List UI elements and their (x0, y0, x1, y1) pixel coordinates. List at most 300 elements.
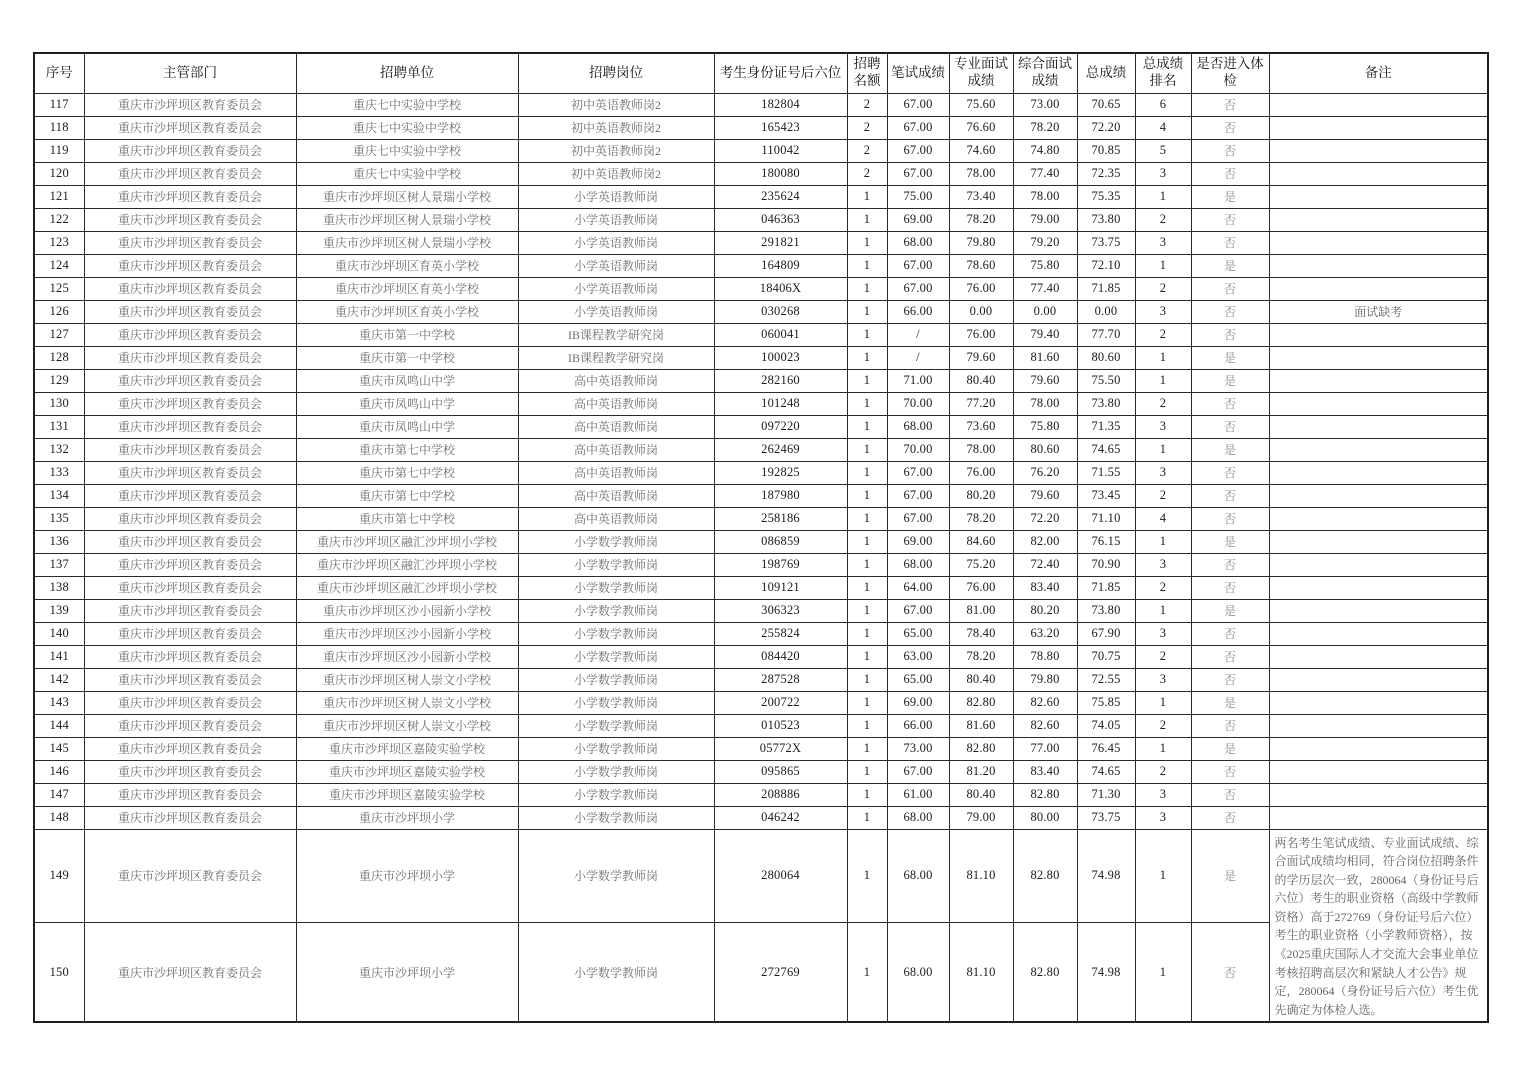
cell-seq: 147 (34, 783, 84, 806)
cell-medical: 否 (1191, 415, 1269, 438)
cell-rank: 1 (1135, 438, 1191, 461)
table-row (34, 139, 1488, 162)
cell-seq: 140 (34, 622, 84, 645)
cell-seq: 134 (34, 484, 84, 507)
cell-comp: 79.60 (1013, 484, 1077, 507)
cell-rank: 3 (1135, 553, 1191, 576)
cell-unit: 重庆市沙坪坝区树人崇文小学校 (296, 714, 518, 737)
cell-total: 74.98 (1077, 829, 1135, 922)
table-row (34, 553, 1488, 576)
cell-quota: 1 (847, 783, 887, 806)
cell-remark (1269, 392, 1488, 415)
cell-comp: 75.80 (1013, 415, 1077, 438)
cell-position: 高中英语教师岗 (518, 369, 714, 392)
cell-id6: 255824 (714, 622, 847, 645)
cell-rank: 1 (1135, 691, 1191, 714)
cell-rank: 4 (1135, 116, 1191, 139)
cell-quota: 1 (847, 922, 887, 1022)
cell-prof: 75.20 (949, 553, 1013, 576)
table-row (34, 599, 1488, 622)
column-header-comp: 综合面试成绩 (1013, 53, 1077, 93)
cell-prof: 74.60 (949, 139, 1013, 162)
cell-seq: 148 (34, 806, 84, 829)
cell-position: 高中英语教师岗 (518, 415, 714, 438)
column-header-position: 招聘岗位 (518, 53, 714, 93)
cell-seq: 124 (34, 254, 84, 277)
cell-comp: 74.80 (1013, 139, 1077, 162)
table-row (34, 346, 1488, 369)
cell-prof: 76.00 (949, 323, 1013, 346)
cell-medical: 否 (1191, 668, 1269, 691)
cell-quota: 1 (847, 760, 887, 783)
cell-unit: 重庆市第一中学校 (296, 346, 518, 369)
cell-remark (1269, 806, 1488, 829)
table-row (34, 277, 1488, 300)
cell-rank: 3 (1135, 622, 1191, 645)
cell-comp: 81.60 (1013, 346, 1077, 369)
cell-prof: 80.40 (949, 668, 1013, 691)
cell-dept: 重庆市沙坪坝区教育委员会 (84, 714, 296, 737)
cell-rank: 3 (1135, 668, 1191, 691)
cell-position: 小学数学教师岗 (518, 691, 714, 714)
cell-medical: 否 (1191, 622, 1269, 645)
cell-remark (1269, 691, 1488, 714)
cell-written: 63.00 (887, 645, 949, 668)
cell-medical: 否 (1191, 93, 1269, 116)
cell-written: 61.00 (887, 783, 949, 806)
cell-rank: 6 (1135, 93, 1191, 116)
cell-remark (1269, 93, 1488, 116)
cell-position: 小学数学教师岗 (518, 783, 714, 806)
cell-remark (1269, 507, 1488, 530)
table-row (34, 185, 1488, 208)
table-row (34, 116, 1488, 139)
cell-dept: 重庆市沙坪坝区教育委员会 (84, 622, 296, 645)
cell-rank: 2 (1135, 208, 1191, 231)
cell-position: 高中英语教师岗 (518, 438, 714, 461)
cell-remark: 两名考生笔试成绩、专业面试成绩、综合面试成绩均相同，符合岗位招聘条件的学历层次一致，280064（身份证号后六位）考生的职业资格（高级中学教师资格）高于272769（身份证号后六位）考生的职业资格（小学教师资格），按《2025重庆国际人才交流大会事业单位考核招聘高层次和紧缺人才公告》规定，280064（身份证号后六位）考生优先确定为体检人选。 (1269, 829, 1488, 1022)
cell-total: 72.35 (1077, 162, 1135, 185)
cell-remark (1269, 208, 1488, 231)
table-row (34, 208, 1488, 231)
cell-total: 73.75 (1077, 231, 1135, 254)
cell-unit: 重庆市第一中学校 (296, 323, 518, 346)
cell-id6: 110042 (714, 139, 847, 162)
cell-comp: 77.40 (1013, 162, 1077, 185)
cell-seq: 127 (34, 323, 84, 346)
column-header-seq: 序号 (34, 53, 84, 93)
cell-unit: 重庆市沙坪坝区树人景瑞小学校 (296, 231, 518, 254)
cell-id6: 282160 (714, 369, 847, 392)
cell-remark (1269, 346, 1488, 369)
cell-seq: 117 (34, 93, 84, 116)
column-header-id6: 考生身份证号后六位 (714, 53, 847, 93)
cell-unit: 重庆市凤鸣山中学 (296, 392, 518, 415)
cell-remark (1269, 645, 1488, 668)
cell-unit: 重庆市凤鸣山中学 (296, 415, 518, 438)
cell-remark (1269, 116, 1488, 139)
table-row (34, 668, 1488, 691)
cell-quota: 1 (847, 691, 887, 714)
column-header-medical: 是否进入体检 (1191, 53, 1269, 93)
cell-id6: 109121 (714, 576, 847, 599)
cell-position: 高中英语教师岗 (518, 461, 714, 484)
cell-id6: 180080 (714, 162, 847, 185)
cell-dept: 重庆市沙坪坝区教育委员会 (84, 806, 296, 829)
cell-total: 76.15 (1077, 530, 1135, 553)
cell-comp: 82.60 (1013, 714, 1077, 737)
cell-written: 67.00 (887, 760, 949, 783)
cell-id6: 280064 (714, 829, 847, 922)
cell-written: 67.00 (887, 93, 949, 116)
cell-medical: 否 (1191, 461, 1269, 484)
cell-medical: 是 (1191, 369, 1269, 392)
cell-unit: 重庆市第七中学校 (296, 484, 518, 507)
cell-written: 67.00 (887, 162, 949, 185)
cell-rank: 4 (1135, 507, 1191, 530)
cell-unit: 重庆市沙坪坝区嘉陵实验学校 (296, 760, 518, 783)
cell-rank: 5 (1135, 139, 1191, 162)
cell-quota: 1 (847, 369, 887, 392)
cell-unit: 重庆市沙坪坝区沙小园新小学校 (296, 599, 518, 622)
cell-remark (1269, 277, 1488, 300)
cell-id6: 086859 (714, 530, 847, 553)
cell-rank: 1 (1135, 185, 1191, 208)
cell-quota: 1 (847, 461, 887, 484)
cell-medical: 是 (1191, 737, 1269, 760)
cell-unit: 重庆市第七中学校 (296, 461, 518, 484)
cell-position: 小学数学教师岗 (518, 806, 714, 829)
cell-written: 69.00 (887, 691, 949, 714)
cell-prof: 81.00 (949, 599, 1013, 622)
cell-seq: 119 (34, 139, 84, 162)
cell-seq: 146 (34, 760, 84, 783)
cell-medical: 否 (1191, 392, 1269, 415)
cell-seq: 118 (34, 116, 84, 139)
cell-medical: 否 (1191, 760, 1269, 783)
cell-unit: 重庆市沙坪坝区育英小学校 (296, 300, 518, 323)
cell-comp: 79.00 (1013, 208, 1077, 231)
cell-position: 初中英语教师岗2 (518, 162, 714, 185)
cell-quota: 1 (847, 806, 887, 829)
cell-prof: 76.00 (949, 576, 1013, 599)
cell-seq: 126 (34, 300, 84, 323)
cell-remark (1269, 484, 1488, 507)
cell-prof: 76.00 (949, 277, 1013, 300)
cell-position: 小学数学教师岗 (518, 760, 714, 783)
cell-dept: 重庆市沙坪坝区教育委员会 (84, 277, 296, 300)
cell-written: 67.00 (887, 461, 949, 484)
cell-written: 65.00 (887, 622, 949, 645)
cell-seq: 138 (34, 576, 84, 599)
cell-written: 68.00 (887, 829, 949, 922)
cell-dept: 重庆市沙坪坝区教育委员会 (84, 300, 296, 323)
cell-unit: 重庆市沙坪坝区树人崇文小学校 (296, 691, 518, 714)
cell-prof: 78.40 (949, 622, 1013, 645)
cell-id6: 258186 (714, 507, 847, 530)
table-row (34, 691, 1488, 714)
cell-comp: 72.40 (1013, 553, 1077, 576)
cell-rank: 3 (1135, 231, 1191, 254)
cell-quota: 1 (847, 415, 887, 438)
cell-total: 77.70 (1077, 323, 1135, 346)
cell-medical: 是 (1191, 254, 1269, 277)
cell-comp: 80.00 (1013, 806, 1077, 829)
cell-id6: 287528 (714, 668, 847, 691)
cell-quota: 1 (847, 438, 887, 461)
cell-seq: 125 (34, 277, 84, 300)
cell-dept: 重庆市沙坪坝区教育委员会 (84, 553, 296, 576)
cell-seq: 149 (34, 829, 84, 922)
column-header-unit: 招聘单位 (296, 53, 518, 93)
cell-comp: 78.80 (1013, 645, 1077, 668)
cell-unit: 重庆市沙坪坝区融汇沙坪坝小学校 (296, 553, 518, 576)
table-row (34, 622, 1488, 645)
cell-dept: 重庆市沙坪坝区教育委员会 (84, 668, 296, 691)
cell-id6: 200722 (714, 691, 847, 714)
cell-prof: 78.20 (949, 208, 1013, 231)
table-row (34, 392, 1488, 415)
cell-prof: 80.40 (949, 369, 1013, 392)
cell-seq: 121 (34, 185, 84, 208)
cell-dept: 重庆市沙坪坝区教育委员会 (84, 599, 296, 622)
cell-written: 68.00 (887, 415, 949, 438)
cell-total: 74.65 (1077, 438, 1135, 461)
cell-seq: 150 (34, 922, 84, 1022)
cell-seq: 129 (34, 369, 84, 392)
cell-id6: 18406X (714, 277, 847, 300)
cell-written: 67.00 (887, 507, 949, 530)
cell-medical: 否 (1191, 162, 1269, 185)
cell-unit: 重庆七中实验中学校 (296, 116, 518, 139)
cell-remark (1269, 438, 1488, 461)
cell-id6: 262469 (714, 438, 847, 461)
cell-dept: 重庆市沙坪坝区教育委员会 (84, 392, 296, 415)
table-row (34, 461, 1488, 484)
cell-comp: 80.60 (1013, 438, 1077, 461)
cell-seq: 130 (34, 392, 84, 415)
cell-seq: 131 (34, 415, 84, 438)
cell-quota: 1 (847, 231, 887, 254)
cell-comp: 73.00 (1013, 93, 1077, 116)
cell-prof: 77.20 (949, 392, 1013, 415)
cell-quota: 1 (847, 254, 887, 277)
cell-total: 0.00 (1077, 300, 1135, 323)
cell-total: 67.90 (1077, 622, 1135, 645)
cell-total: 71.85 (1077, 277, 1135, 300)
cell-quota: 1 (847, 599, 887, 622)
cell-prof: 79.00 (949, 806, 1013, 829)
cell-written: 66.00 (887, 300, 949, 323)
cell-rank: 1 (1135, 599, 1191, 622)
cell-prof: 81.10 (949, 922, 1013, 1022)
cell-position: 小学英语教师岗 (518, 231, 714, 254)
cell-prof: 82.80 (949, 691, 1013, 714)
cell-rank: 1 (1135, 346, 1191, 369)
cell-position: IB课程教学研究岗 (518, 346, 714, 369)
cell-unit: 重庆市第七中学校 (296, 507, 518, 530)
cell-dept: 重庆市沙坪坝区教育委员会 (84, 346, 296, 369)
cell-dept: 重庆市沙坪坝区教育委员会 (84, 369, 296, 392)
cell-comp: 78.00 (1013, 392, 1077, 415)
cell-remark (1269, 668, 1488, 691)
cell-position: 小学数学教师岗 (518, 576, 714, 599)
cell-written: 67.00 (887, 116, 949, 139)
cell-seq: 122 (34, 208, 84, 231)
cell-written: 67.00 (887, 484, 949, 507)
cell-seq: 136 (34, 530, 84, 553)
cell-id6: 05772X (714, 737, 847, 760)
cell-written: 71.00 (887, 369, 949, 392)
cell-position: 小学英语教师岗 (518, 208, 714, 231)
cell-medical: 否 (1191, 507, 1269, 530)
cell-comp: 0.00 (1013, 300, 1077, 323)
cell-seq: 128 (34, 346, 84, 369)
cell-dept: 重庆市沙坪坝区教育委员会 (84, 231, 296, 254)
column-header-total: 总成绩 (1077, 53, 1135, 93)
cell-id6: 084420 (714, 645, 847, 668)
cell-quota: 1 (847, 323, 887, 346)
cell-id6: 046363 (714, 208, 847, 231)
table-row (34, 484, 1488, 507)
column-header-prof: 专业面试成绩 (949, 53, 1013, 93)
cell-rank: 1 (1135, 530, 1191, 553)
cell-position: 初中英语教师岗2 (518, 116, 714, 139)
cell-medical: 否 (1191, 553, 1269, 576)
cell-position: 小学数学教师岗 (518, 922, 714, 1022)
cell-quota: 1 (847, 622, 887, 645)
cell-written: 68.00 (887, 231, 949, 254)
cell-written: 66.00 (887, 714, 949, 737)
cell-medical: 否 (1191, 484, 1269, 507)
table-row (34, 645, 1488, 668)
cell-remark (1269, 622, 1488, 645)
cell-prof: 79.80 (949, 231, 1013, 254)
cell-unit: 重庆市沙坪坝区树人崇文小学校 (296, 668, 518, 691)
cell-comp: 83.40 (1013, 576, 1077, 599)
cell-id6: 095865 (714, 760, 847, 783)
cell-medical: 否 (1191, 645, 1269, 668)
cell-quota: 1 (847, 829, 887, 922)
cell-quota: 1 (847, 553, 887, 576)
cell-dept: 重庆市沙坪坝区教育委员会 (84, 783, 296, 806)
cell-unit: 重庆市沙坪坝区育英小学校 (296, 277, 518, 300)
cell-comp: 79.80 (1013, 668, 1077, 691)
cell-position: 小学数学教师岗 (518, 599, 714, 622)
cell-rank: 3 (1135, 461, 1191, 484)
cell-remark (1269, 461, 1488, 484)
cell-medical: 是 (1191, 346, 1269, 369)
cell-written: 67.00 (887, 139, 949, 162)
cell-position: IB课程教学研究岗 (518, 323, 714, 346)
cell-rank: 2 (1135, 277, 1191, 300)
cell-position: 小学数学教师岗 (518, 553, 714, 576)
cell-unit: 重庆市沙坪坝小学 (296, 922, 518, 1022)
table-row (34, 415, 1488, 438)
cell-unit: 重庆七中实验中学校 (296, 93, 518, 116)
cell-medical: 否 (1191, 323, 1269, 346)
cell-quota: 1 (847, 576, 887, 599)
cell-comp: 82.80 (1013, 829, 1077, 922)
cell-position: 小学英语教师岗 (518, 300, 714, 323)
cell-medical: 否 (1191, 714, 1269, 737)
cell-id6: 101248 (714, 392, 847, 415)
cell-seq: 137 (34, 553, 84, 576)
cell-prof: 73.60 (949, 415, 1013, 438)
cell-dept: 重庆市沙坪坝区教育委员会 (84, 208, 296, 231)
cell-comp: 82.80 (1013, 783, 1077, 806)
cell-medical: 否 (1191, 783, 1269, 806)
cell-written: / (887, 323, 949, 346)
cell-total: 73.80 (1077, 208, 1135, 231)
cell-total: 73.75 (1077, 806, 1135, 829)
cell-dept: 重庆市沙坪坝区教育委员会 (84, 484, 296, 507)
cell-unit: 重庆市沙坪坝小学 (296, 806, 518, 829)
cell-seq: 139 (34, 599, 84, 622)
cell-written: 64.00 (887, 576, 949, 599)
cell-quota: 1 (847, 507, 887, 530)
cell-total: 74.05 (1077, 714, 1135, 737)
table-row (34, 438, 1488, 461)
cell-comp: 79.40 (1013, 323, 1077, 346)
cell-position: 初中英语教师岗2 (518, 139, 714, 162)
cell-comp: 80.20 (1013, 599, 1077, 622)
cell-seq: 135 (34, 507, 84, 530)
cell-dept: 重庆市沙坪坝区教育委员会 (84, 415, 296, 438)
cell-prof: 78.60 (949, 254, 1013, 277)
cell-id6: 060041 (714, 323, 847, 346)
cell-remark (1269, 737, 1488, 760)
cell-rank: 3 (1135, 806, 1191, 829)
cell-unit: 重庆七中实验中学校 (296, 162, 518, 185)
cell-rank: 1 (1135, 737, 1191, 760)
cell-seq: 142 (34, 668, 84, 691)
cell-total: 73.45 (1077, 484, 1135, 507)
cell-total: 75.35 (1077, 185, 1135, 208)
table-row (34, 323, 1488, 346)
cell-unit: 重庆市沙坪坝区树人景瑞小学校 (296, 208, 518, 231)
table-row (34, 760, 1488, 783)
cell-prof: 80.40 (949, 783, 1013, 806)
cell-position: 小学数学教师岗 (518, 622, 714, 645)
table-row (34, 737, 1488, 760)
cell-remark (1269, 553, 1488, 576)
cell-id6: 272769 (714, 922, 847, 1022)
cell-total: 71.55 (1077, 461, 1135, 484)
cell-rank: 1 (1135, 829, 1191, 922)
cell-id6: 046242 (714, 806, 847, 829)
cell-remark (1269, 415, 1488, 438)
cell-unit: 重庆市沙坪坝区沙小园新小学校 (296, 645, 518, 668)
cell-unit: 重庆市第七中学校 (296, 438, 518, 461)
cell-id6: 192825 (714, 461, 847, 484)
cell-prof: 81.10 (949, 829, 1013, 922)
cell-id6: 306323 (714, 599, 847, 622)
table-row (34, 829, 1488, 922)
cell-seq: 133 (34, 461, 84, 484)
cell-remark (1269, 231, 1488, 254)
table-row (34, 576, 1488, 599)
cell-medical: 是 (1191, 530, 1269, 553)
cell-comp: 76.20 (1013, 461, 1077, 484)
cell-rank: 2 (1135, 392, 1191, 415)
cell-rank: 3 (1135, 415, 1191, 438)
cell-unit: 重庆市凤鸣山中学 (296, 369, 518, 392)
cell-unit: 重庆市沙坪坝区育英小学校 (296, 254, 518, 277)
cell-prof: 78.20 (949, 645, 1013, 668)
cell-prof: 78.20 (949, 507, 1013, 530)
cell-prof: 84.60 (949, 530, 1013, 553)
